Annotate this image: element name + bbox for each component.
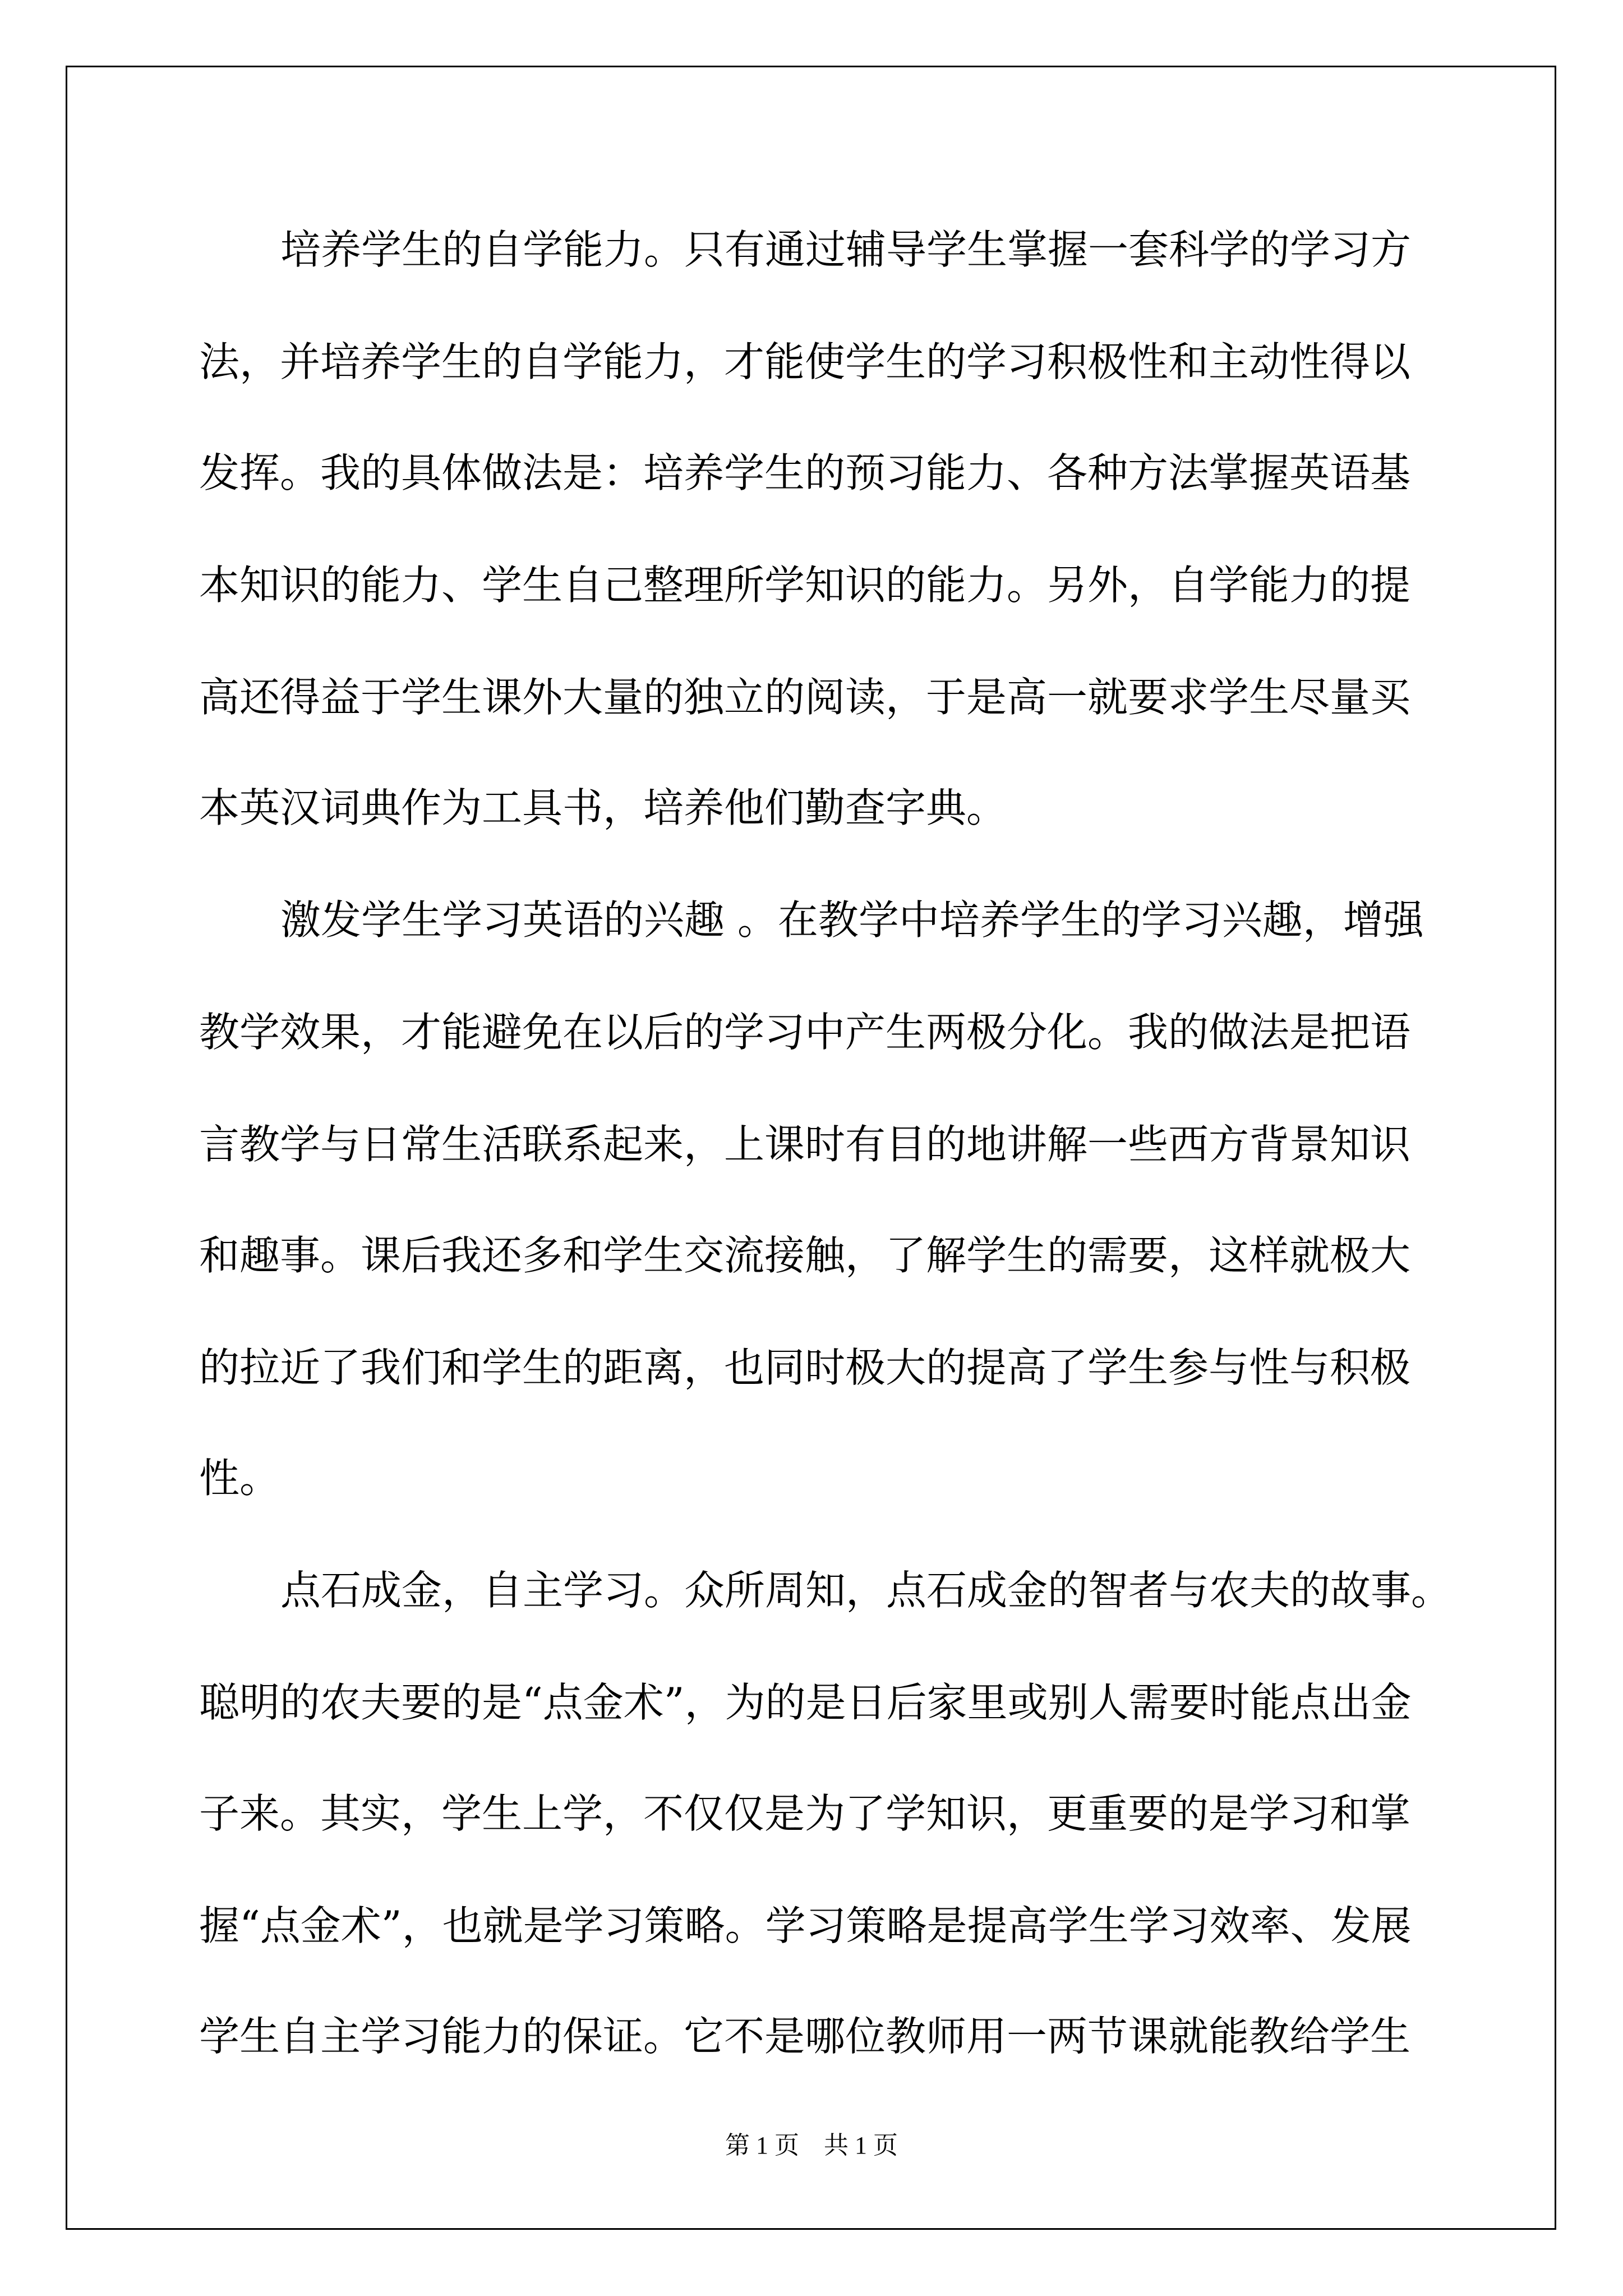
page-number: 第 1 页 xyxy=(725,2132,799,2159)
paragraph-1-line-6: 本英汉词典作为工具书，培养他们勤查字典。 xyxy=(199,784,1007,831)
paragraph-2-line-2: 教学效果，才能避免在以后的学习中产生两极分化。我的做法是把语 xyxy=(199,1009,1411,1056)
paragraph-2-line-6: 性。 xyxy=(199,1455,280,1502)
paragraph-2-line-4: 和趣事。课后我还多和学生交流接触，了解学生的需要，这样就极大 xyxy=(199,1232,1411,1279)
paragraph-1-line-1: 培养学生的自学能力。只有通过辅导学生掌握一套科学的学习方 xyxy=(280,226,1412,273)
paragraph-3-line-5: 学生自主学习能力的保证。它不是哪位教师用一两节课就能教给学生 xyxy=(199,2013,1411,2060)
paragraph-1-line-2: 法，并培养学生的自学能力，才能使学生的学习积极性和主动性得以 xyxy=(199,338,1411,385)
paragraph-1-line-5: 高还得益于学生课外大量的独立的阅读，于是高一就要求学生尽量买 xyxy=(199,674,1411,721)
paragraph-2-line-3: 言教学与日常生活联系起来，上课时有目的地讲解一些西方背景知识 xyxy=(199,1121,1411,1168)
paragraph-3-line-4: 握“点金术”，也就是学习策略。学习策略是提高学生学习效率、发展 xyxy=(199,1902,1412,1949)
paragraph-2-line-5: 的拉近了我们和学生的距离，也同时极大的提高了学生参与性与积极 xyxy=(199,1344,1411,1391)
paragraph-3-line-1: 点石成金，自主学习。众所周知，点石成金的智者与农夫的故事。 xyxy=(280,1567,1452,1614)
paragraph-1-line-4: 本知识的能力、学生自己整理所学知识的能力。另外，自学能力的提 xyxy=(199,562,1411,609)
paragraph-3-line-2: 聪明的农夫要的是“点金术”，为的是日后家里或别人需要时能点出金 xyxy=(199,1679,1412,1726)
page-total: 共 1 页 xyxy=(824,2132,898,2159)
page-footer xyxy=(0,2129,1623,2162)
paragraph-1-line-3: 发挥。我的具体做法是：培养学生的预习能力、各种方法掌握英语基 xyxy=(199,449,1411,496)
paragraph-3-line-3: 子来。其实，学生上学，不仅仅是为了学知识，更重要的是学习和掌 xyxy=(199,1790,1411,1837)
paragraph-2-line-1: 激发学生学习英语的兴趣 。在教学中培养学生的学习兴趣，增强 xyxy=(280,896,1424,944)
